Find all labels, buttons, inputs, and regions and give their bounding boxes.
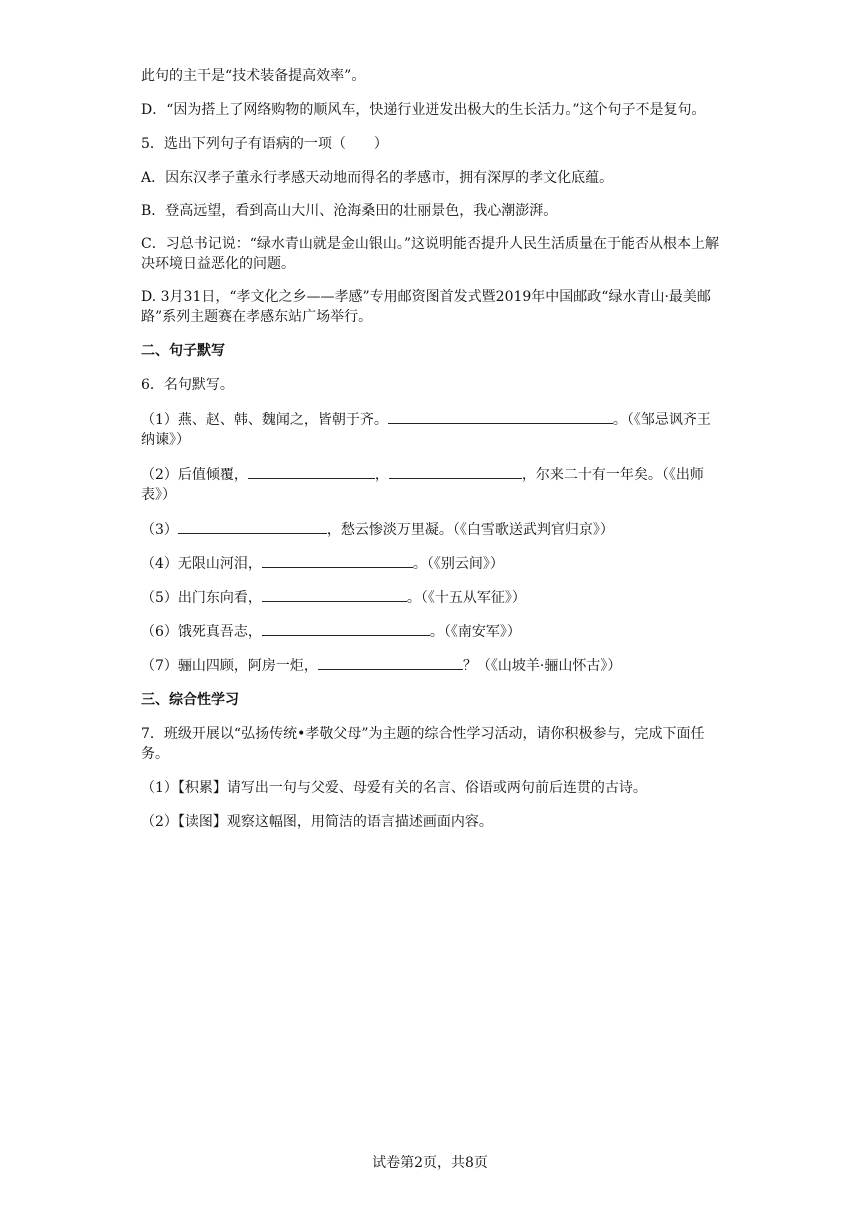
q6-7-suffix: ？（《山坡羊·骊山怀古》） (462, 658, 622, 674)
q5-option-b: B．登高远望，看到高山大川、沧海桑田的壮丽景色，我心潮澎湃。 (141, 203, 558, 219)
q5-option-c: C．习总书记说：“绿水青山就是金山银山。”这说明能否提升人民生活质量在于能否从根本上解决环境日益恶化的问题。 (141, 236, 720, 272)
answer-blank[interactable] (248, 464, 375, 479)
question-6: 6．名句默写。 (141, 377, 234, 393)
q6-1-suffix: 。（《邹忌讽齐王纳谏》） (141, 412, 711, 448)
page-footer: 试卷第2页，共8页 (372, 1155, 488, 1171)
q7-item-1: （1）【积累】请写出一句与父爱、母爱有关的名言、俗语或两句前后连贯的古诗。 (141, 780, 647, 796)
q6-2-mid: ， (374, 467, 389, 483)
q6-item-1 (141, 409, 721, 450)
q6-item-3 (141, 519, 721, 540)
page-content (141, 66, 721, 846)
answer-blank[interactable] (389, 464, 522, 479)
answer-blank[interactable] (388, 409, 613, 424)
q6-item-6 (141, 621, 721, 642)
q6-3-prefix: （3） (141, 522, 178, 538)
q6-item-5 (141, 587, 721, 608)
answer-blank[interactable] (262, 553, 413, 568)
q6-2-suffix: ，尔来二十有一年矣。（《出师表》） (141, 467, 704, 503)
question-7: 7．班级开展以“弘扬传统•孝敬父母”为主题的综合性学习活动，请你积极参与，完成下面任务。 (141, 726, 705, 762)
section-heading: 三、综合性学习 (141, 692, 239, 708)
answer-blank[interactable] (318, 655, 463, 670)
text-line: 此句的主干是“技术装备提高效率”。 (141, 68, 366, 84)
q6-2-prefix: （2）后值倾覆， (141, 467, 248, 483)
q6-1-prefix: （1）燕、赵、韩、魏闻之，皆朝于齐。 (141, 412, 388, 428)
q5-option-d: D. 3月31日，“孝文化之乡——孝感”专用邮资图首发式暨2019年中国邮政“绿水青山·最美邮路”系列主题赛在孝感东站广场举行。 (141, 289, 711, 325)
q6-6-suffix: 。（《南安军》） (429, 624, 521, 640)
question-5: 5．选出下列句子有语病的一项（ ） (141, 136, 388, 152)
answer-blank[interactable] (262, 621, 430, 636)
q6-7-prefix: （7）骊山四顾，阿房一炬， (141, 658, 318, 674)
q6-5-suffix: 。（《十五从军征》） (406, 590, 526, 606)
q6-item-2 (141, 464, 721, 505)
q6-6-prefix: （6）饿死真吾志， (141, 624, 262, 640)
q5-option-a: A．因东汉孝子董永行孝感天动地而得名的孝感市，拥有深厚的孝文化底蕴。 (141, 170, 614, 186)
q6-item-4 (141, 553, 721, 574)
answer-blank[interactable] (262, 587, 407, 602)
q6-4-suffix: 。（《别云间》） (412, 556, 504, 572)
q6-item-7 (141, 655, 721, 676)
section-heading: 二、句子默写 (141, 343, 225, 359)
q7-item-2: （2）【读图】观察这幅图，用简洁的语言描述画面内容。 (141, 814, 493, 830)
q6-4-prefix: （4）无限山河泪， (141, 556, 262, 572)
q6-3-suffix: ，愁云惨淡万里凝。（《白雪歌送武判官归京》） (326, 522, 614, 538)
answer-blank[interactable] (178, 519, 327, 534)
option-d-prev: D．“因为搭上了网络购物的顺风车，快递行业迸发出极大的生长活力。”这个句子不是复句。 (141, 102, 706, 118)
q6-5-prefix: （5）出门东向看， (141, 590, 262, 606)
